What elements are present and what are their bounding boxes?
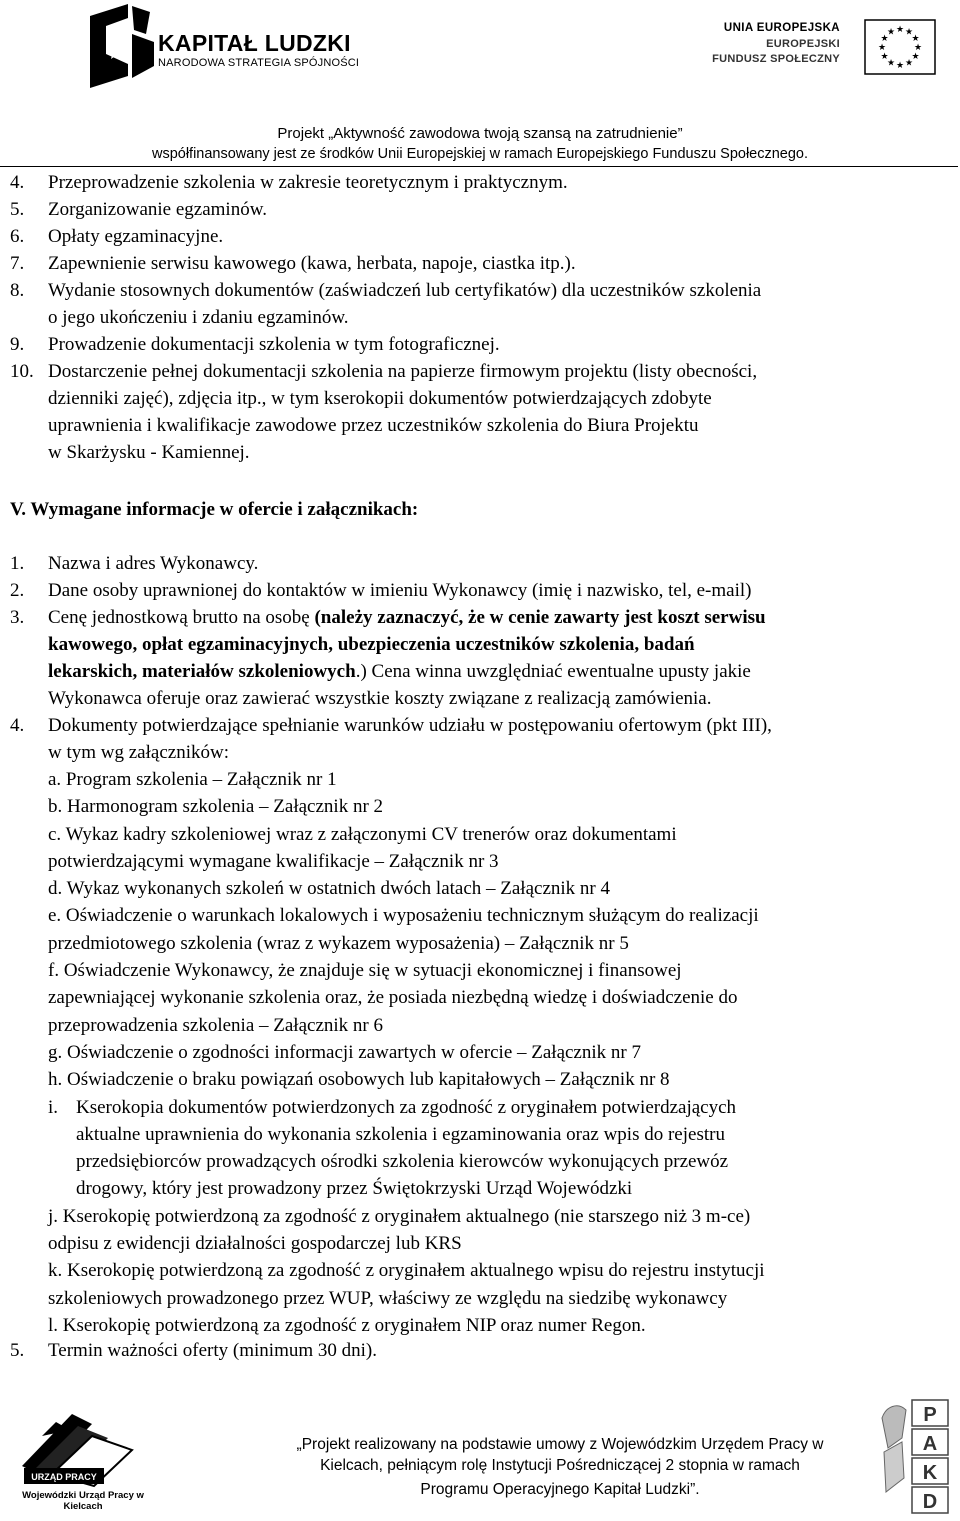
attachment-item: c. Wykaz kadry szkoleniowej wraz z załączonymi CV trenerów oraz dokumentami — [48, 824, 677, 845]
list-item-continuation: o jego ukończeniu i zdaniu egzaminów. — [48, 307, 349, 328]
svg-text:★: ★ — [877, 43, 887, 53]
kapital-ludzki-emblem-icon — [88, 4, 158, 94]
page-footer — [0, 1390, 960, 1519]
eu-fund-line1: EUROPEJSKI — [766, 38, 840, 50]
attachment-item-continuation: przedmiotowego szkolenia (wraz z wykazem wyposażenia) – Załącznik nr 5 — [48, 933, 629, 954]
svg-text:★: ★ — [913, 43, 923, 53]
project-funding: współfinansowany jest ze środków Unii Europejskiej w ramach Europejskiego Funduszu Społecznego. — [151, 146, 809, 162]
footer-line: Programu Operacyjnego Kapitał Ludzki”. — [420, 1481, 700, 1498]
eu-fund-line2: FUNDUSZ SPOŁECZNY — [712, 53, 840, 65]
attachment-item: e. Oświadczenie o warunkach lokalowych i wyposażeniu technicznym służącym do realizacji — [48, 905, 759, 926]
attachment-item: j. Kserokopię potwierdzoną za zgodność z oryginałem aktualnego (nie starszego niż 3 m-ce) — [48, 1206, 751, 1227]
wup-name: Wojewódzki Urząd Pracy w Kielcach — [22, 1490, 144, 1512]
eu-title: UNIA EUROPEJSKA — [723, 22, 840, 34]
svg-text:★: ★ — [911, 34, 920, 44]
list-item-continuation: w Skarżysku - Kamiennej. — [48, 442, 250, 463]
project-title: Projekt „Aktywność zawodowa twoją szansą na zatrudnienie” — [277, 125, 683, 142]
header-divider — [0, 166, 958, 167]
svg-text:★: ★ — [886, 27, 896, 38]
pakd-logo — [876, 1398, 956, 1516]
svg-text:★: ★ — [880, 34, 889, 44]
attachment-item: Kserokopia dokumentów potwierdzonych za zgodność z oryginałem potwierdzających — [76, 1097, 737, 1118]
eu-flag-icon — [864, 19, 936, 75]
svg-text:★: ★ — [911, 52, 920, 62]
svg-text:★: ★ — [895, 25, 905, 35]
pakd-letter: K — [922, 1462, 938, 1484]
attachment-item: h. Oświadczenie o braku powiązań osobowych lub kapitałowych – Załącznik nr 8 — [48, 1069, 670, 1090]
attachment-item-continuation: odpisu z ewidencji działalności gospodarczej lub KRS — [48, 1233, 462, 1254]
list-item-continuation: dzienniki zajęć), zdjęcia itp., w tym kserokopii dokumentów potwierdzających zdobyte — [48, 388, 712, 409]
list-item-continuation: w tym wg załączników: — [48, 742, 229, 763]
footer-line: Kielcach, pełniącym rolę Instytucji Pośredniczącej 2 stopnia w ramach — [320, 1457, 800, 1474]
attachment-item: f. Oświadczenie Wykonawcy, że znajduje się w sytuacji ekonomicznej i finansowej — [48, 960, 682, 981]
eu-logo — [700, 18, 940, 78]
attachment-item-continuation: potwierdzającymi wymagane kwalifikacje – Załącznik nr 3 — [48, 851, 499, 872]
attachment-item-continuation: drogowy, który jest prowadzony przez Świętokrzyski Urząd Wojewódzki — [76, 1178, 633, 1199]
attachment-item-continuation: przeprowadzenia szkolenia – Załącznik nr 6 — [48, 1015, 383, 1036]
svg-text:★: ★ — [904, 27, 914, 38]
list-item-continuation: lekarskich, materiałów szkoleniowych.) Cena winna uwzględniać ewentualne upusty jakie — [48, 661, 751, 682]
section-title: V. Wymagane informacje w ofercie i załącznikach: — [10, 499, 419, 520]
attachment-item: a. Program szkolenia – Załącznik nr 1 — [48, 769, 337, 790]
attachment-item: b. Harmonogram szkolenia – Załącznik nr 2 — [48, 796, 384, 817]
pakd-emblem-icon — [876, 1398, 956, 1516]
attachment-item: d. Wykaz wykonanych szkoleń w ostatnich dwóch latach – Załącznik nr 4 — [48, 878, 610, 899]
svg-text:★: ★ — [886, 58, 896, 69]
svg-text:★: ★ — [895, 61, 905, 71]
attachment-item-continuation: szkoleniowych prowadzonego przez WUP, właściwy ze względu na siedzibę wykonawcy — [48, 1288, 728, 1309]
wup-emblem-icon — [12, 1396, 152, 1491]
pakd-letter: A — [922, 1433, 938, 1455]
attachment-item: l. Kserokopię potwierdzoną za zgodność z oryginałem NIP oraz numer Regon. — [48, 1315, 646, 1336]
svg-text:★: ★ — [904, 58, 914, 69]
svg-text:★: ★ — [880, 52, 889, 62]
wup-badge-text: URZĄD PRACY — [31, 1472, 97, 1482]
footer-line: „Projekt realizowany na podstawie umowy z Wojewódzkim Urzędem Pracy w — [296, 1436, 824, 1453]
kapital-ludzki-title: KAPITAŁ LUDZKI — [158, 30, 351, 56]
page-header — [0, 0, 960, 168]
attachment-item: k. Kserokopię potwierdzoną za zgodność z oryginałem aktualnego wpisu do rejestru instytucji — [48, 1260, 765, 1281]
list-item-continuation: Wykonawca oferuje oraz zawierać wszystkie koszty związane z realizacją zamówienia. — [48, 688, 712, 709]
pakd-letter: P — [923, 1404, 937, 1426]
kapital-ludzki-subtitle: NARODOWA STRATEGIA SPÓJNOŚCI — [158, 57, 360, 69]
list-item-continuation: kawowego, opłat egzaminacyjnych, ubezpieczenia uczestników szkolenia, badań — [48, 634, 695, 655]
attachment-item-continuation: przedsiębiorców prowadzących ośrodki szkolenia kierowców wykonujących przewóz — [76, 1151, 729, 1172]
attachment-item: g. Oświadczenie o zgodności informacji zawartych w ofercie – Załącznik nr 7 — [48, 1042, 641, 1063]
attachment-item-label: i. — [48, 1097, 59, 1118]
attachment-item-continuation: aktualne uprawnienia do wykonania szkolenia i egzaminowania oraz wpis do rejestru — [76, 1124, 725, 1145]
list-item-continuation: uprawnienia i kwalifikacje zawodowe przez uczestników szkolenia do Biura Projektu — [48, 415, 699, 436]
attachment-item-continuation: zapewniającej wykonanie szkolenia oraz, że posiada niezbędną wiedzę i doświadczenie do — [48, 987, 738, 1008]
pakd-letter: D — [922, 1491, 938, 1513]
